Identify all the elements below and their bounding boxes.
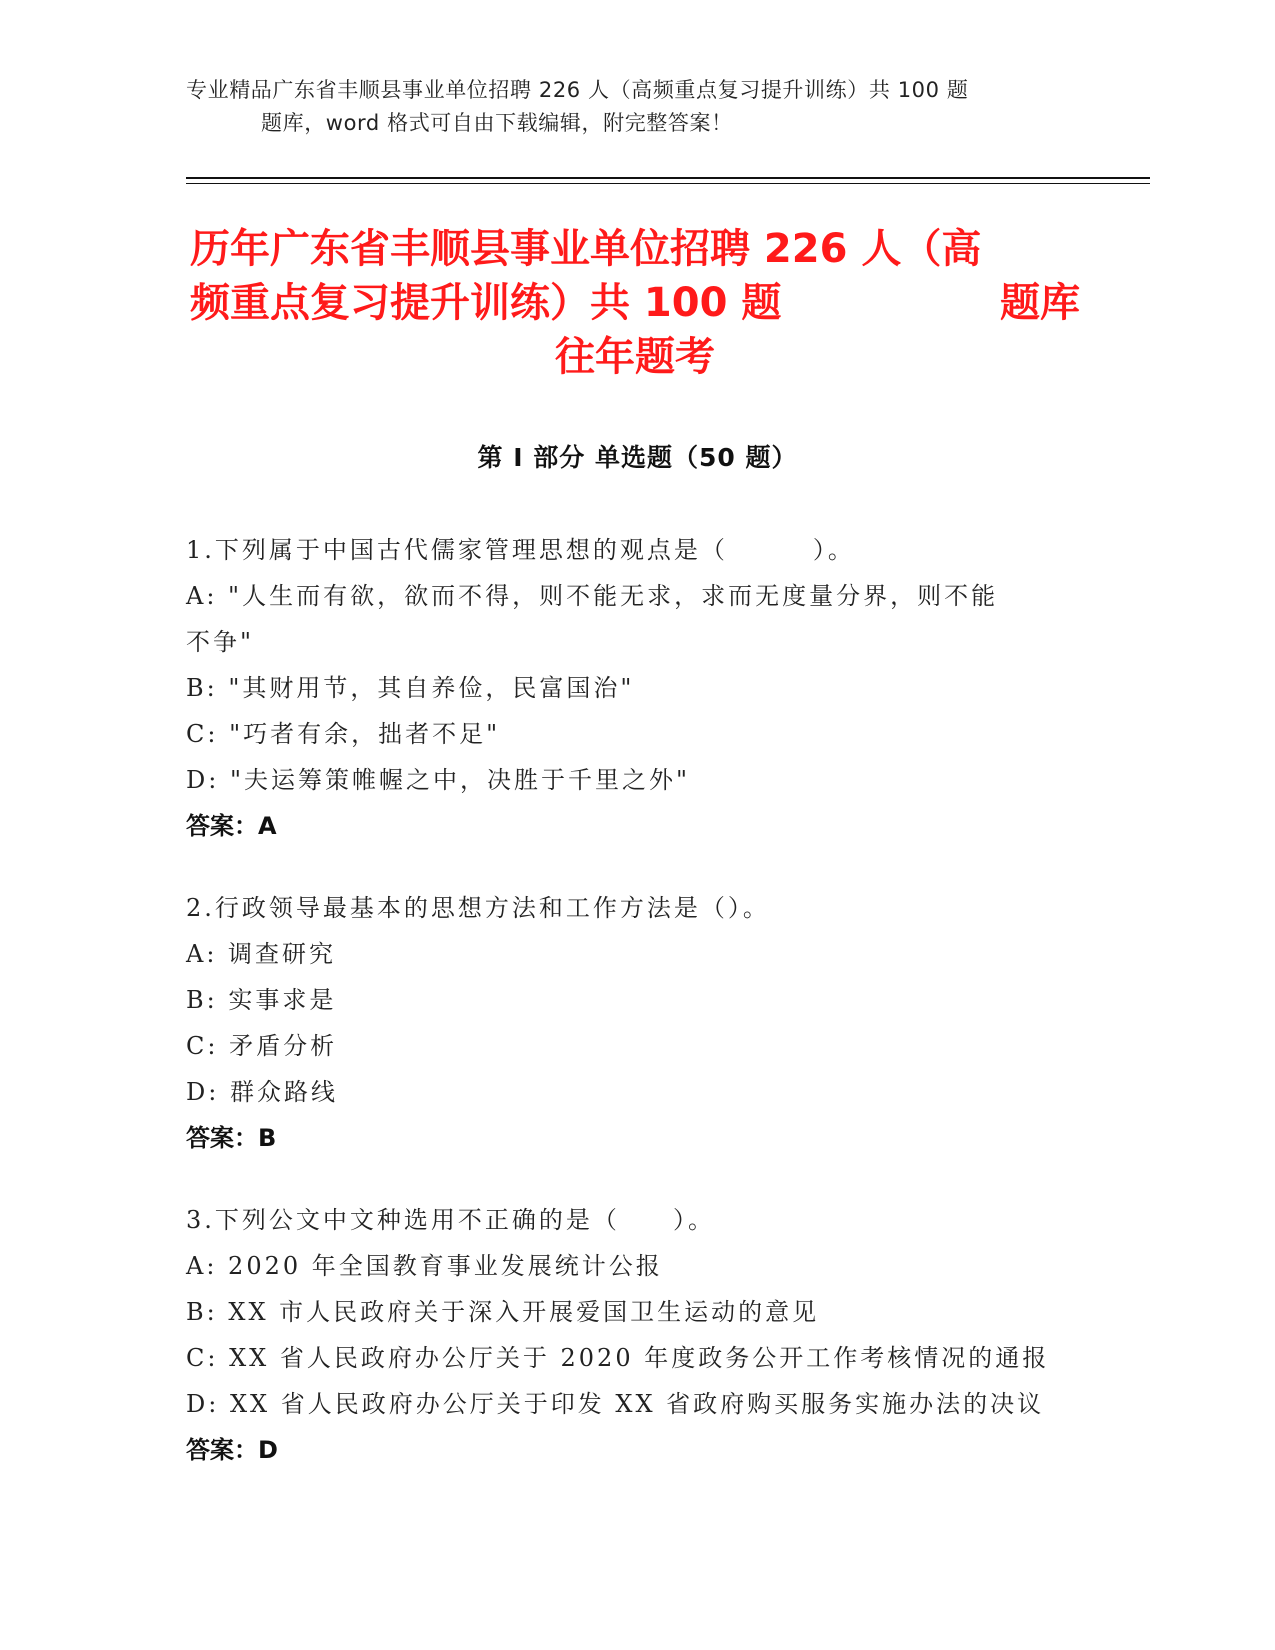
option-line: D: 群众路线 bbox=[186, 1078, 338, 1106]
answer-line: 答案：D bbox=[186, 1436, 278, 1464]
title-line-2 bbox=[190, 276, 1080, 330]
answer-line: 答案：B bbox=[186, 1124, 277, 1152]
question-3 bbox=[186, 1197, 1086, 1473]
option-line: D: "夫运筹策帷幄之中，决胜于千里之外" bbox=[186, 766, 691, 794]
option-line: C: 矛盾分析 bbox=[186, 1032, 338, 1060]
option-line: A: "人生而有欲，欲而不得，则不能无求，求而无度量分界，则不能 bbox=[186, 582, 999, 610]
answer-line: 答案：A bbox=[186, 812, 277, 840]
header-note bbox=[186, 74, 1066, 140]
question-2 bbox=[186, 885, 1086, 1161]
question-1 bbox=[186, 527, 1086, 849]
title-line-1: 历年广东省丰顺县事业单位招聘 226 人（高 bbox=[190, 226, 982, 272]
title-line-2-right: 题库 bbox=[1000, 280, 1080, 326]
option-line: C: "巧者有余，拙者不足" bbox=[186, 720, 501, 748]
option-line: B: 实事求是 bbox=[186, 986, 337, 1014]
option-line: B: "其财用节，其自养俭，民富国治" bbox=[186, 674, 635, 702]
option-line: A: 2020 年全国教育事业发展统计公报 bbox=[186, 1252, 663, 1280]
question-stem: 1.下列属于中国古代儒家管理思想的观点是（ ）。 bbox=[186, 536, 855, 564]
option-line: B: XX 市人民政府关于深入开展爱国卫生运动的意见 bbox=[186, 1298, 820, 1326]
title-line-2-left: 频重点复习提升训练）共 100 题 bbox=[190, 280, 782, 326]
option-line: A: 调查研究 bbox=[186, 940, 337, 968]
option-line: D: XX 省人民政府办公厅关于印发 XX 省政府购买服务实施办法的决议 bbox=[186, 1390, 1045, 1418]
header-note-line1: 专业精品广东省丰顺县事业单位招聘 226 人（高频重点复习提升训练）共 100 题 bbox=[186, 78, 969, 102]
header-divider-thick bbox=[186, 177, 1150, 179]
question-stem: 2.行政领导最基本的思想方法和工作方法是（）。 bbox=[186, 894, 770, 922]
header-note-line2: 题库，word 格式可自由下载编辑，附完整答案！ bbox=[261, 111, 733, 135]
title-line-3: 往年题考 bbox=[555, 334, 715, 380]
header-divider-thin bbox=[186, 183, 1150, 184]
section-title: 第 I 部分 单选题（50 题） bbox=[477, 443, 798, 472]
question-stem: 3.下列公文中文种选用不正确的是（ ）。 bbox=[186, 1206, 716, 1234]
option-line: 不争" bbox=[186, 628, 255, 656]
document-title bbox=[190, 222, 1080, 384]
question-list bbox=[186, 527, 1086, 1509]
option-line: C: XX 省人民政府办公厅关于 2020 年度政务公开工作考核情况的通报 bbox=[186, 1344, 1050, 1372]
